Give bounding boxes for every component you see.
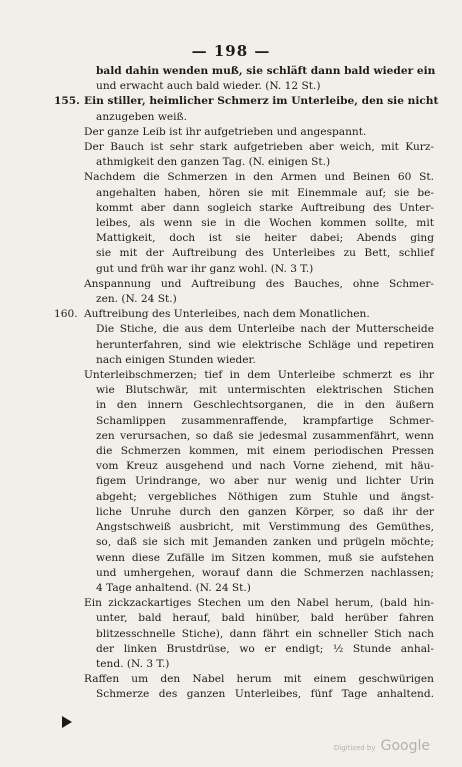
line-text: gut und früh war ihr ganz wohl. (N. 3 T.) — [96, 262, 314, 275]
text-line — [84, 368, 434, 383]
text-line — [84, 201, 434, 216]
text-line — [84, 657, 434, 672]
text-line — [84, 596, 434, 611]
margin-arrow-mark — [62, 716, 72, 728]
line-text: in den innern Geschlechtsorganen, die in den äußern — [96, 399, 434, 412]
line-text: Der Bauch ist sehr stark aufgetrieben aber weich, mit Kurz- — [84, 141, 434, 154]
text-line — [84, 520, 434, 535]
line-text: figem Urindrange, wo aber nur wenig und lichter Urin — [96, 475, 434, 488]
text-line — [84, 64, 434, 79]
line-text: zen. (N. 24 St.) — [96, 293, 177, 306]
entry-number: 155. — [54, 95, 80, 108]
line-text: 4 Tage anhaltend. (N. 24 St.) — [96, 581, 251, 594]
text-line — [54, 94, 439, 109]
text-line — [84, 672, 434, 687]
text-line — [84, 322, 434, 337]
text-line — [84, 398, 434, 413]
line-text: die Schmerzen kommen, mit einem periodischen Pressen — [96, 445, 434, 458]
text-line — [84, 414, 434, 429]
digitization-watermark — [290, 735, 430, 754]
line-text: vom Kreuz ausgehend und nach Vorne ziehend, mit häu- — [96, 460, 434, 473]
line-text: leibes, als wenn sie in die Wochen kommen sollte, mit — [96, 217, 434, 230]
text-line — [84, 262, 434, 277]
line-text: und erwacht auch bald wieder. (N. 12 St.) — [96, 80, 321, 93]
body-text — [54, 64, 439, 703]
text-line — [84, 277, 434, 292]
line-text: Der ganze Leib ist ihr aufgetrieben und angespannt. — [84, 125, 367, 138]
line-text: Unterleibschmerzen; tief in dem Unterleibe schmerzt es ihr — [84, 369, 434, 382]
line-text: blitzesschnelle Stiche), dann fährt ein schneller Stich nach — [96, 627, 434, 640]
text-line — [84, 170, 434, 185]
line-text: zen verursachen, so daß sie jedesmal zusammenfährt, wenn — [96, 429, 434, 442]
text-line — [84, 231, 434, 246]
line-text: Schmerze des ganzen Unterleibes, fünf Tage anhaltend. — [96, 688, 434, 701]
text-line — [84, 110, 434, 125]
text-line — [84, 474, 434, 489]
text-line — [84, 505, 434, 520]
text-line — [84, 140, 434, 155]
text-line — [84, 490, 434, 505]
text-line — [84, 551, 434, 566]
line-text: sie mit der Auftreibung des Unterleibes zu Bett, schlief — [96, 247, 434, 260]
line-text: abgeht; vergebliches Nöthigen zum Stuhle und ängst- — [96, 490, 434, 503]
text-line — [84, 459, 434, 474]
text-line — [84, 292, 434, 307]
line-text: wenn diese Zufälle im Sitzen kommen, muß sie aufstehen — [96, 551, 434, 564]
line-text: Nachdem die Schmerzen in den Armen und Beinen 60 St. — [84, 171, 434, 184]
text-line — [84, 338, 434, 353]
text-line — [84, 216, 434, 231]
line-text: nach einigen Stunden wieder. — [96, 353, 256, 366]
text-line — [84, 155, 434, 170]
line-text: unter, bald herauf, bald hinüber, bald herüber fahren — [96, 612, 434, 625]
line-text: liche Unruhe durch den ganzen Körper, so daß ihr der — [96, 505, 434, 518]
line-text: herunterfahren, sind wie elektrische Schläge und repetiren — [96, 338, 434, 351]
line-text: Anspannung und Auftreibung des Bauches, ohne Schmer- — [84, 277, 434, 290]
text-line — [84, 581, 434, 596]
line-text: und umhergehen, worauf dann die Schmerzen nachlassen; — [96, 566, 434, 579]
line-text: athmigkeit den ganzen Tag. (N. einigen St.) — [96, 156, 331, 169]
line-text: anzugeben weiß. — [96, 110, 188, 123]
text-line — [84, 125, 434, 140]
text-line — [84, 687, 434, 702]
line-text: Raffen um den Nabel herum mit einem geschwürigen — [84, 673, 434, 686]
line-text: Ein stiller, heimlicher Schmerz im Unterleibe, den sie nicht — [84, 95, 439, 108]
text-line — [84, 429, 434, 444]
line-text: Auftreibung des Unterleibes, nach dem Monatlichen. — [84, 308, 370, 321]
page-number: — 198 — — [191, 42, 271, 60]
line-text: so, daß sie sich mit Jemanden zanken und prügeln möchte; — [96, 536, 434, 549]
text-line — [84, 383, 434, 398]
line-text: der linken Brustdrüse, wo er endigt; ½ Stunde anhal- — [96, 642, 434, 655]
text-line — [84, 611, 434, 626]
entry-number: 160. — [54, 308, 78, 321]
text-line — [84, 627, 434, 642]
line-text: Mattigkeit, doch ist sie heiter dabei; Abends ging — [96, 232, 434, 245]
line-text: Angstschweiß ausbricht, mit Verstimmung des Gemüthes, — [96, 521, 434, 534]
line-text: Die Stiche, die aus dem Unterleibe nach der Mutterscheide — [96, 323, 434, 336]
watermark-brand: Google — [380, 738, 430, 754]
text-line — [84, 535, 434, 550]
text-line — [84, 566, 434, 581]
line-text: tend. (N. 3 T.) — [96, 657, 170, 670]
watermark-prefix: Digitized by — [333, 744, 376, 752]
text-line — [84, 186, 434, 201]
text-line — [54, 307, 434, 322]
text-line — [84, 353, 434, 368]
text-line — [84, 246, 434, 261]
line-text: Ein zickzackartiges Stechen um den Nabel herum, (bald hin- — [84, 597, 434, 610]
line-text: wie Blutschwär, mit untermischten elektrischen Stichen — [96, 384, 434, 397]
text-line — [84, 642, 434, 657]
line-text: kommt aber dann sogleich starke Auftreibung des Unter- — [96, 201, 434, 214]
line-text: Schamlippen zusammenraffende, krampfartige Schmer- — [96, 414, 434, 427]
text-line — [84, 79, 434, 94]
line-text: angehalten haben, hören sie mit Einemmale auf; sie be- — [96, 186, 434, 199]
line-text: bald dahin wenden muß, sie schläft dann bald wieder ein — [96, 65, 436, 77]
text-line — [84, 444, 434, 459]
